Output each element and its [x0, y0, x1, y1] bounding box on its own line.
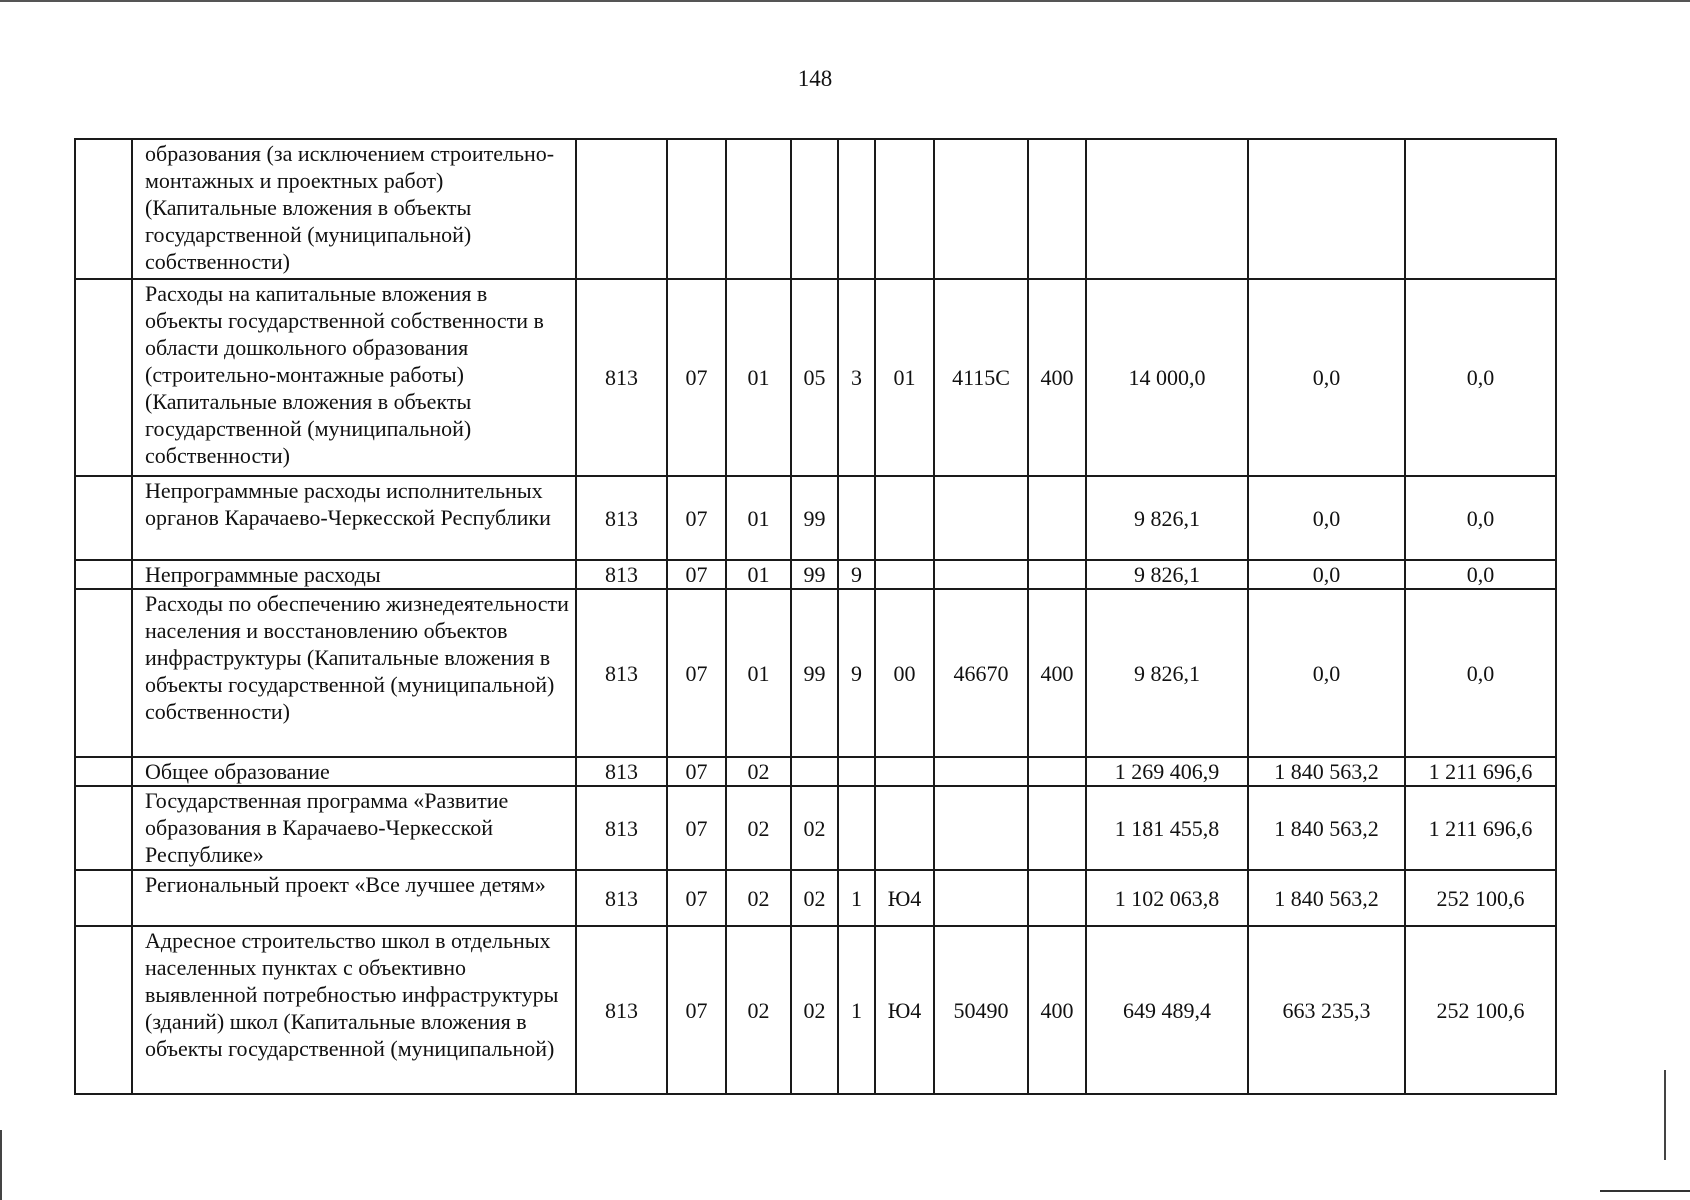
cell-rz: 07	[667, 786, 726, 870]
row-name-cell: Расходы на капитальные вложения в объекты государственной собственности в области дошкольного образования (строительно-монтажные работы) (Капитальные вложения в объекты государственной (муниципальной) собственности)	[132, 279, 576, 476]
table-row	[75, 786, 1556, 870]
cell-s2: 1 840 563,2	[1248, 870, 1405, 926]
table-row	[75, 560, 1556, 589]
table-row	[75, 926, 1556, 1094]
cell-c2	[838, 757, 875, 786]
cell-c4	[934, 139, 1028, 279]
cell-s3: 0,0	[1405, 560, 1556, 589]
cell-c4: 4115C	[934, 279, 1028, 476]
cell-vr	[1028, 786, 1086, 870]
cell-pr: 02	[726, 757, 791, 786]
cell-rz: 07	[667, 560, 726, 589]
cell-gr: 813	[576, 926, 667, 1094]
cell-c1: 02	[791, 786, 838, 870]
row-index-cell	[75, 560, 132, 589]
cell-c3: 01	[875, 279, 934, 476]
cell-rz: 07	[667, 926, 726, 1094]
cell-c1	[791, 139, 838, 279]
row-name-cell: Адресное строительство школ в отдельных населенных пунктах с объективно выявленной потребностью инфраструктуры (зданий) школ (Капитальные вложения в объекты государственной (муниципальной)	[132, 926, 576, 1094]
row-index-cell	[75, 279, 132, 476]
row-index-cell	[75, 757, 132, 786]
cell-s1: 1 102 063,8	[1086, 870, 1248, 926]
cell-c2	[838, 476, 875, 560]
row-name-cell: Региональный проект «Все лучшее детям»	[132, 870, 576, 926]
cell-pr: 01	[726, 476, 791, 560]
cell-c2: 1	[838, 926, 875, 1094]
cell-pr: 02	[726, 786, 791, 870]
row-name-cell: Общее образование	[132, 757, 576, 786]
cell-c4	[934, 786, 1028, 870]
cell-s3: 252 100,6	[1405, 926, 1556, 1094]
cell-c3: Ю4	[875, 926, 934, 1094]
cell-c1: 05	[791, 279, 838, 476]
page-number: 148	[797, 66, 833, 91]
cell-gr: 813	[576, 589, 667, 757]
cell-c4	[934, 870, 1028, 926]
cell-c4	[934, 757, 1028, 786]
cell-vr	[1028, 476, 1086, 560]
cell-c3: 00	[875, 589, 934, 757]
cell-s1	[1086, 139, 1248, 279]
cell-pr: 01	[726, 279, 791, 476]
cell-s2: 0,0	[1248, 279, 1405, 476]
cell-s2: 1 840 563,2	[1248, 786, 1405, 870]
cell-gr: 813	[576, 560, 667, 589]
cell-s2: 0,0	[1248, 476, 1405, 560]
table-row	[75, 589, 1556, 757]
cell-c4	[934, 476, 1028, 560]
cell-rz: 07	[667, 279, 726, 476]
cell-vr: 400	[1028, 279, 1086, 476]
row-name-cell: образования (за исключением строительно-монтажных и проектных работ) (Капитальные вложения в объекты государственной (муниципальной) собственности)	[132, 139, 576, 279]
cell-s1: 9 826,1	[1086, 589, 1248, 757]
cell-pr: 01	[726, 560, 791, 589]
cell-s1: 14 000,0	[1086, 279, 1248, 476]
row-name-cell: Расходы по обеспечению жизнедеятельности населения и восстановлению объектов инфраструктуры (Капитальные вложения в объекты государственной (муниципальной) собственности)	[132, 589, 576, 757]
cell-c3	[875, 786, 934, 870]
cell-vr	[1028, 139, 1086, 279]
row-index-cell	[75, 589, 132, 757]
cell-c1	[791, 757, 838, 786]
cell-c1: 99	[791, 560, 838, 589]
cell-c1: 02	[791, 926, 838, 1094]
cell-s3: 0,0	[1405, 476, 1556, 560]
cell-c2: 3	[838, 279, 875, 476]
cell-gr	[576, 139, 667, 279]
row-index-cell	[75, 786, 132, 870]
cell-s2: 1 840 563,2	[1248, 757, 1405, 786]
row-index-cell	[75, 870, 132, 926]
cell-vr: 400	[1028, 589, 1086, 757]
scan-edge-left	[0, 1130, 2, 1200]
table-row	[75, 870, 1556, 926]
row-index-cell	[75, 476, 132, 560]
cell-vr	[1028, 870, 1086, 926]
cell-s1: 1 269 406,9	[1086, 757, 1248, 786]
row-name-cell: Непрограммные расходы	[132, 560, 576, 589]
table-row	[75, 476, 1556, 560]
table-row	[75, 757, 1556, 786]
cell-c3	[875, 139, 934, 279]
cell-c4	[934, 560, 1028, 589]
table-body	[75, 139, 1556, 1094]
cell-s3: 1 211 696,6	[1405, 786, 1556, 870]
cell-s1: 1 181 455,8	[1086, 786, 1248, 870]
cell-c4: 46670	[934, 589, 1028, 757]
cell-s3: 0,0	[1405, 589, 1556, 757]
cell-c3: Ю4	[875, 870, 934, 926]
cell-s1: 9 826,1	[1086, 476, 1248, 560]
cell-pr: 02	[726, 870, 791, 926]
cell-gr: 813	[576, 786, 667, 870]
cell-c3	[875, 757, 934, 786]
table-row	[75, 279, 1556, 476]
cell-rz: 07	[667, 589, 726, 757]
cell-c2	[838, 139, 875, 279]
cell-vr: 400	[1028, 926, 1086, 1094]
cell-rz: 07	[667, 757, 726, 786]
cell-s1: 649 489,4	[1086, 926, 1248, 1094]
cell-s3	[1405, 139, 1556, 279]
cell-c2	[838, 786, 875, 870]
cell-c1: 99	[791, 589, 838, 757]
cell-s3: 252 100,6	[1405, 870, 1556, 926]
cell-s2: 0,0	[1248, 589, 1405, 757]
row-index-cell	[75, 139, 132, 279]
cell-s2	[1248, 139, 1405, 279]
cell-rz	[667, 139, 726, 279]
cell-c2: 9	[838, 560, 875, 589]
cell-c1: 99	[791, 476, 838, 560]
cell-pr: 01	[726, 589, 791, 757]
cell-gr: 813	[576, 870, 667, 926]
scan-edge-top	[0, 0, 1690, 2]
cell-c1: 02	[791, 870, 838, 926]
cell-c4: 50490	[934, 926, 1028, 1094]
row-name-cell: Государственная программа «Развитие образования в Карачаево-Черкесской Республике»	[132, 786, 576, 870]
cell-vr	[1028, 560, 1086, 589]
cell-s1: 9 826,1	[1086, 560, 1248, 589]
cell-rz: 07	[667, 476, 726, 560]
cell-s3: 0,0	[1405, 279, 1556, 476]
cell-gr: 813	[576, 279, 667, 476]
cell-gr: 813	[576, 757, 667, 786]
cell-pr: 02	[726, 926, 791, 1094]
cell-gr: 813	[576, 476, 667, 560]
scan-edge-bottom	[1600, 1190, 1690, 1192]
row-name-cell: Непрограммные расходы исполнительных органов Карачаево-Черкесской Республики	[132, 476, 576, 560]
cell-rz: 07	[667, 870, 726, 926]
scan-edge-right	[1664, 1070, 1666, 1160]
cell-c2: 9	[838, 589, 875, 757]
row-index-cell	[75, 926, 132, 1094]
budget-table	[74, 138, 1557, 1095]
cell-s2: 663 235,3	[1248, 926, 1405, 1094]
cell-s3: 1 211 696,6	[1405, 757, 1556, 786]
cell-c3	[875, 476, 934, 560]
table-row	[75, 139, 1556, 279]
cell-pr	[726, 139, 791, 279]
cell-s2: 0,0	[1248, 560, 1405, 589]
cell-c3	[875, 560, 934, 589]
cell-vr	[1028, 757, 1086, 786]
cell-c2: 1	[838, 870, 875, 926]
